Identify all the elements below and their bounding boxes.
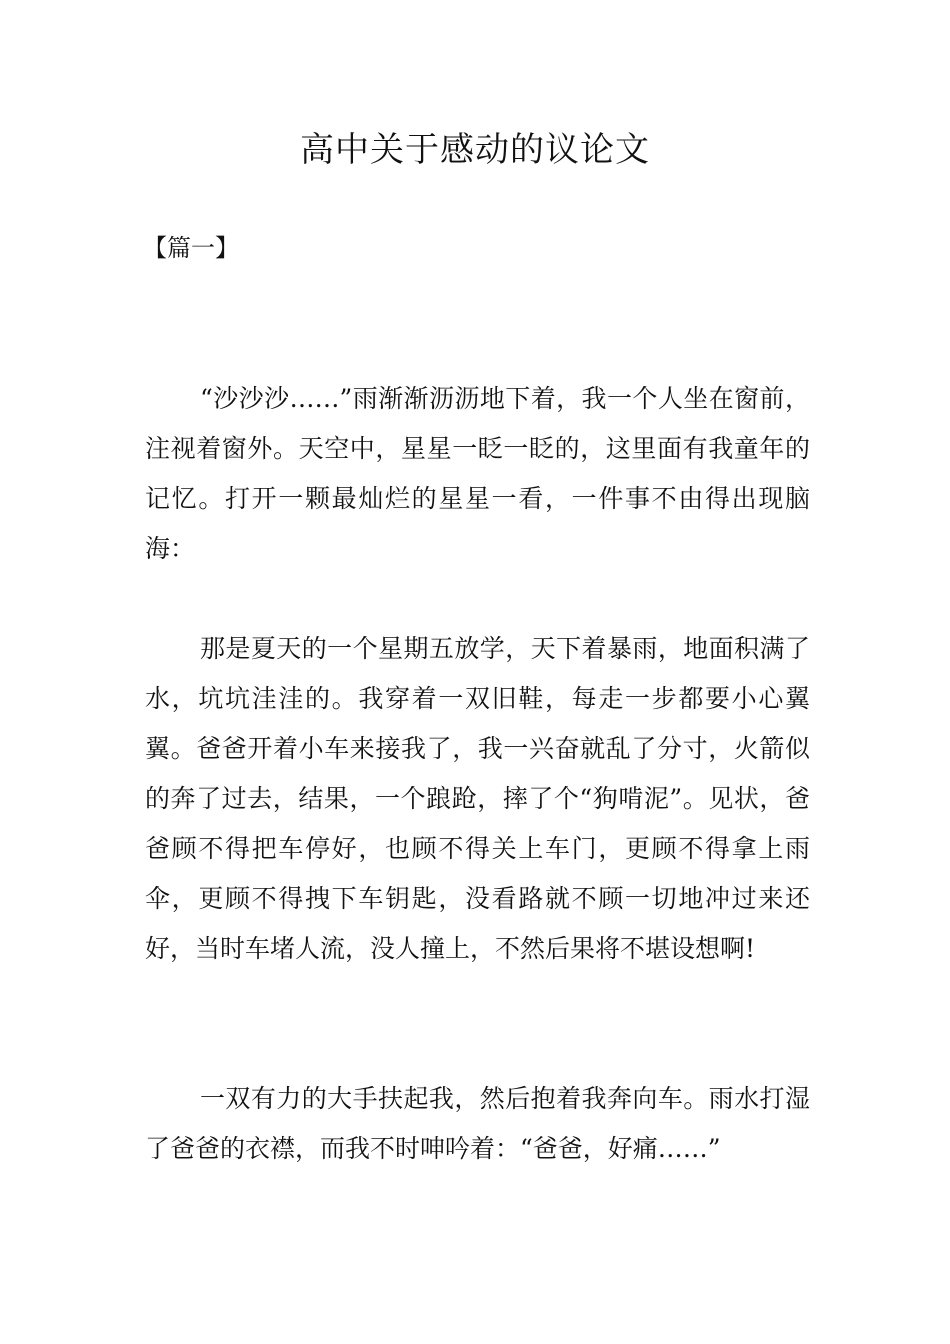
document-title: 高中关于感动的议论文 [300,130,650,170]
paragraph-2: 那是夏天的一个星期五放学，天下着暴雨，地面积满了水，坑坑洼洼的。我穿着一双旧鞋，每走一步都要小心翼翼。爸爸开着小车来接我了，我一兴奋就乱了分寸，火箭似的奔了过去，结果，一个踉跄，摔了个“狗啃泥”。见状，爸爸顾不得把车停好，也顾不得关上车门，更顾不得拿上雨伞，更顾不得拽下车钥匙，没看路就不顾一切地冲过来还好，当时车堵人流，没人撞上，不然后果将不堪设想啊! [145,634,810,963]
paragraph-3: 一双有力的大手扶起我，然后抱着我奔向车。雨水打湿了爸爸的衣襟，而我不时呻吟着：“爸爸，好痛……” [145,1084,810,1163]
paragraph-1: “沙沙沙……”雨渐渐沥沥地下着，我一个人坐在窗前，注视着窗外。天空中，星星一眨一眨的，这里面有我童年的记忆。打开一颗最灿烂的星星一看，一件事不由得出现脑海： [145,384,810,563]
section-label: 【篇一】 [143,234,239,262]
